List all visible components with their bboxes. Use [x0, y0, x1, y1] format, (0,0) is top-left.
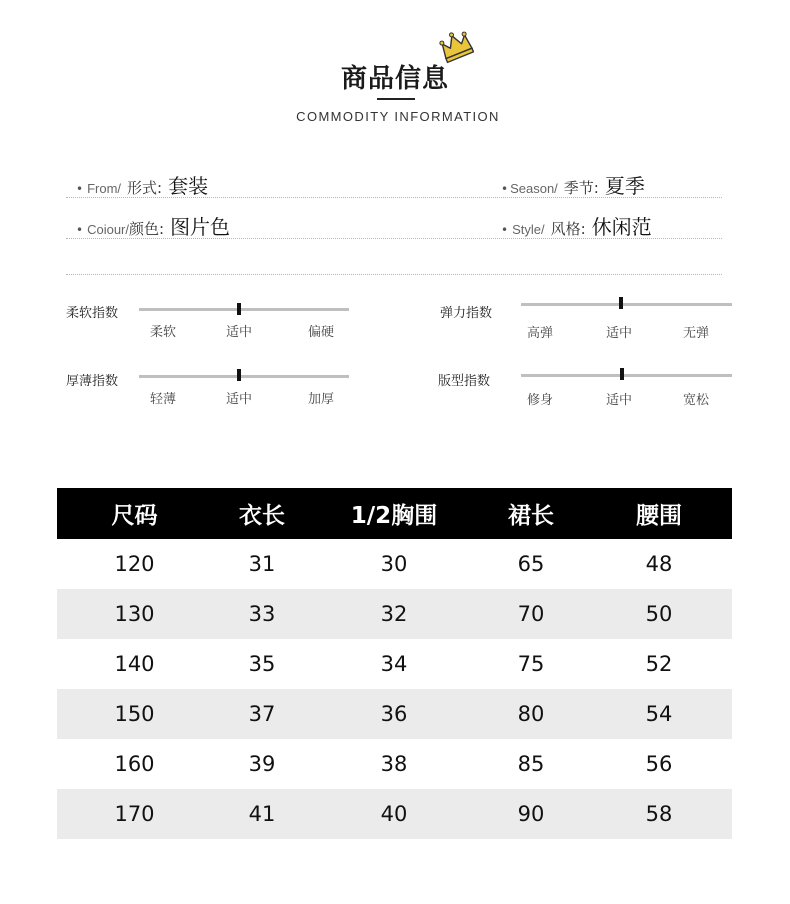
- crown-icon: [438, 28, 474, 64]
- info-form-cn: 形式:: [127, 179, 163, 197]
- table-cell: 32: [312, 589, 476, 639]
- table-cell: 54: [586, 689, 732, 739]
- header-skirt-length: 裙长: [476, 488, 586, 539]
- softness-tick: 适中: [225, 325, 252, 340]
- fit-knob: [620, 368, 624, 380]
- table-row: [57, 539, 732, 589]
- table-cell: 36: [312, 689, 476, 739]
- table-cell: 56: [645, 752, 673, 776]
- softness-label: 柔软指数: [66, 306, 119, 321]
- elasticity-tick: 无弹: [682, 326, 709, 341]
- bullet-dot: •: [76, 223, 84, 237]
- table-cell: 75: [517, 652, 545, 676]
- info-style-en: Style/: [512, 222, 545, 237]
- info-style: [501, 211, 652, 240]
- table-cell: 35: [248, 652, 276, 676]
- info-colour-en: Coiour/: [87, 222, 129, 237]
- page-title: 商品信息: [340, 64, 449, 94]
- table-cell: 52: [645, 652, 673, 676]
- table-cell: 37: [212, 689, 312, 739]
- info-colour-cn: 颜色:: [129, 220, 165, 238]
- info-colour-value: 图片色: [170, 215, 231, 239]
- table-row: [57, 789, 732, 839]
- table-cell: 80: [476, 689, 586, 739]
- info-form-value: 套装: [168, 174, 209, 198]
- title-underline: [377, 98, 415, 100]
- divider: [66, 274, 722, 275]
- header-half-chest: 1/2胸围: [312, 488, 476, 539]
- table-cell: 85: [517, 752, 545, 776]
- size-table: [57, 488, 732, 839]
- table-cell: 150: [57, 689, 212, 739]
- table-cell: 90: [476, 789, 586, 839]
- elasticity-tick: 适中: [605, 326, 632, 341]
- page-subtitle: COMMODITY INFORMATION: [296, 109, 500, 124]
- divider: [66, 238, 722, 239]
- softness-tick: 偏硬: [307, 325, 334, 340]
- table-cell: 39: [248, 752, 276, 776]
- thickness-tick: 加厚: [307, 392, 334, 407]
- table-cell: 70: [476, 589, 586, 639]
- table-cell: 50: [586, 589, 732, 639]
- table-cell: 140: [114, 652, 155, 676]
- table-cell: 58: [586, 789, 732, 839]
- fit-label: 版型指数: [438, 374, 491, 389]
- thickness-label: 厚薄指数: [66, 374, 119, 389]
- elasticity-tick: 高弹: [526, 326, 553, 341]
- fit-tick: 宽松: [682, 393, 709, 408]
- info-season-en: Season/: [510, 181, 558, 196]
- thickness-knob: [237, 369, 241, 381]
- elasticity-track: [521, 303, 732, 306]
- softness-tick: 柔软: [149, 325, 176, 340]
- elasticity-knob: [619, 297, 623, 309]
- table-cell: 41: [212, 789, 312, 839]
- elasticity-label: 弹力指数: [440, 306, 493, 321]
- thickness-tick: 适中: [225, 392, 252, 407]
- table-cell: 40: [312, 789, 476, 839]
- table-cell: 65: [517, 552, 545, 576]
- bullet-dot: •: [76, 182, 84, 196]
- table-cell: 160: [114, 752, 155, 776]
- table-cell: 31: [248, 552, 276, 576]
- table-cell: 33: [212, 589, 312, 639]
- info-style-value: 休闲范: [591, 215, 652, 239]
- info-form-en: From/: [87, 181, 122, 196]
- divider: [66, 197, 722, 198]
- bullet-dot: •: [501, 182, 509, 196]
- table-cell: 130: [57, 589, 212, 639]
- info-form: [76, 170, 208, 199]
- fit-tick: 适中: [605, 393, 632, 408]
- table-row: [57, 689, 732, 739]
- info-season: [501, 170, 645, 199]
- fit-tick: 修身: [526, 393, 553, 408]
- table-cell: 120: [114, 552, 155, 576]
- softness-knob: [237, 303, 241, 315]
- table-cell: 34: [380, 652, 408, 676]
- fit-track: [521, 374, 732, 377]
- table-row: [57, 739, 732, 789]
- softness-track: [139, 308, 349, 311]
- table-cell: 30: [380, 552, 408, 576]
- table-cell: 38: [380, 752, 408, 776]
- table-cell: 48: [645, 552, 673, 576]
- info-colour: [76, 211, 230, 240]
- info-style-cn: 风格:: [550, 220, 586, 238]
- table-header-row: [57, 488, 732, 539]
- bullet-dot: •: [501, 223, 509, 237]
- header-length: 衣长: [212, 488, 312, 539]
- table-row: [57, 589, 732, 639]
- info-season-value: 夏季: [604, 174, 645, 198]
- thickness-tick: 轻薄: [149, 392, 176, 407]
- info-season-cn: 季节:: [563, 179, 599, 197]
- table-row: [57, 639, 732, 689]
- table-cell: 170: [57, 789, 212, 839]
- thickness-track: [139, 375, 349, 378]
- header-waist: 腰围: [586, 488, 732, 539]
- header-size: 尺码: [57, 488, 212, 539]
